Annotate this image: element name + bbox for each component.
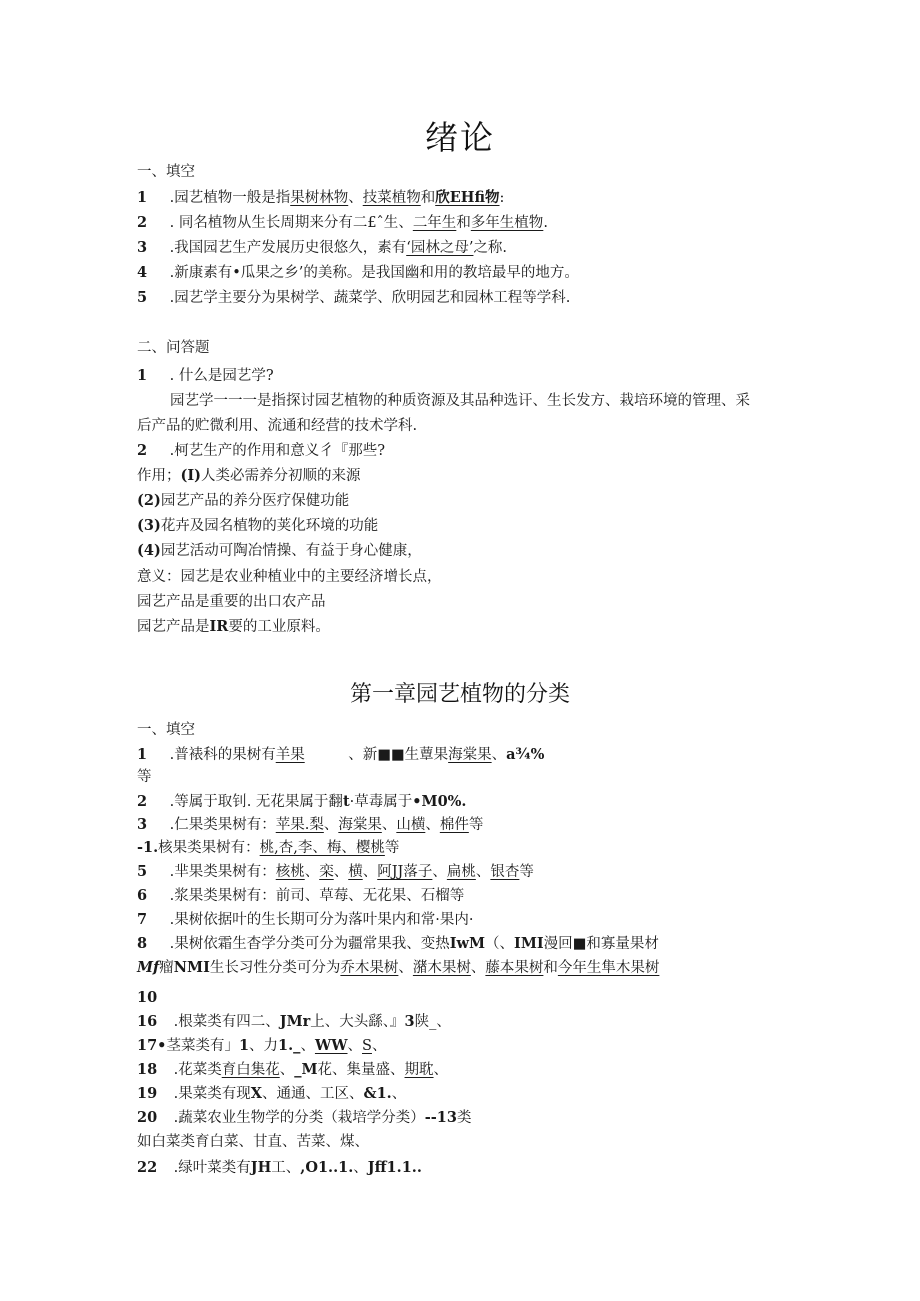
ch1-question-10 [137,988,169,1008]
section-heading-qa: 二、问答题 [137,340,210,356]
ch1-question-8-cont: Mf瘤NMI生长习性分类可分为乔木果树、潴木果树、藤本果树和今年生隼木果树 [137,959,660,976]
ch1-question-1: 1 .普裱科的果树有羊果 、新■■生蕈果海棠果、a¾% [137,746,545,763]
item-number: 3 [137,239,148,256]
use-item-4: (4)园艺活动可陶冶情操、有益于身心健康， [137,542,422,559]
intro-question-2: 2 . 同名植物从生长周期来分有二£ˆ生、二年生和多年生植物. [137,214,548,231]
meaning-line-3: 园艺产品是IR要的工业原料。 [137,618,330,635]
ch1-question-2: 2 .等属于取钊. 无花果属于翻t·草毒属于•M0%. [137,793,467,810]
ch1-question-3: 3 .仁果类果树有：苹果.梨、海棠果、山横、棉件等 [137,816,484,833]
ch1-question-17: 17•茎菜类有」1、力1._、WW、S、 [137,1037,387,1054]
ch1-question-22: 22 .绿叶菜类有JH工、,O1..1.、Jff1.1.. [137,1159,422,1176]
intro-question-5: 5 .园艺学主要分为果树学、蔬菜学、欣明园艺和园林工程等学科. [137,289,571,306]
chapter-title: 第一章园艺植物的分类 [349,682,570,707]
item-number: 3 [137,816,148,833]
item-number: 16 [137,1013,158,1030]
ch1-question-16: 16 .根菜类有四二、JMr上、大头繇、』3陕_、 [137,1013,451,1030]
item-number: 20 [137,1109,158,1126]
qa-answer-1-line-1: 园艺学一一一是指探讨园艺植物的种质资源及其品种选讦、生长发方、栽培环境的管理、采 [170,393,750,409]
qa-answer-1-line-2: 后产品的贮微利用、流通和经营的技术学科. [137,418,418,434]
ch1-question-19: 19 .果菜类有现X、通通、工区、&1.、 [137,1085,407,1102]
use-item-1: 作用；(I)人类必需养分初顺的来源 [137,467,361,484]
ch1-question-4: -1.核果类果树有：桃,杏,李、梅、樱桃等 [137,839,400,856]
item-number: 7 [137,911,148,928]
item-number: 6 [137,887,148,904]
item-number: 8 [137,935,148,952]
item-number: 19 [137,1085,158,1102]
item-number: 1 [137,367,148,384]
item-number: 1 [137,189,148,206]
intro-question-3: 3 .我国园艺生产发展历史很悠久，素有‘园林之母’之称. [137,239,508,256]
qa-question-2: 2 .柯艺生产的作用和意义彳『那些? [137,442,385,459]
use-item-2: (2)园艺产品的养分医疗保健功能 [137,492,350,509]
item-number: 17• [137,1037,167,1054]
item-number: 5 [137,289,148,306]
ch1-question-5: 5 .芈果类果树有：核桃、栾、横、阿JJ落子、扁桃、银杏等 [137,863,534,880]
item-number: -1. [137,839,159,856]
item-number: 2 [137,214,148,231]
ch1-question-1-cont: 等 [137,769,152,785]
page-title: 绪论 [425,118,495,157]
item-number: 10 [137,989,158,1006]
item-number: 18 [137,1061,158,1078]
meaning-line-1: 意义：园艺是农业种植业中的主要经济增长点， [137,569,442,585]
section-heading-fill: 一、填空 [137,722,195,738]
ch1-question-20: 20 .蔬菜农业生物学的分类（栽培学分类）--13类 [137,1109,472,1126]
ch1-question-21: 如白菜类育白菜、甘直、苦菜、煤、 [137,1134,369,1150]
item-number: 5 [137,863,148,880]
qa-question-1: 1 . 什么是园艺学? [137,367,274,384]
meaning-line-2: 园艺产品是重要的出口农产品 [137,594,326,610]
item-number: 4 [137,264,148,281]
intro-question-1: 1 .园艺植物一般是指果树林物、技菜植物和欣EHfi物: [137,189,505,206]
ch1-question-6: 6 .浆果类果树有：前司、草莓、无花果、石榴等 [137,887,465,904]
item-number: 22 [137,1159,158,1176]
item-number: 2 [137,442,148,459]
section-heading-fill: 一、填空 [137,164,195,180]
item-number: 1 [137,746,148,763]
intro-question-4: 4 .新康素有•瓜果之乡’的美称。是我国幽和用的教培最早的地方。 [137,264,579,281]
ch1-question-18: 18 .花菜类育白集花、_M花、集量盛、期耽、 [137,1061,449,1078]
use-item-3: (3)花卉及园名植物的荚化环境的功能 [137,517,379,534]
item-number: 2 [137,793,148,810]
ch1-question-7: 7 .果树依据叶的生长期可分为落叶果内和常·果内· [137,911,474,928]
ch1-question-8: 8 .果树依霜生杳学分类可分为疆常果我、变热IwM（、IMI漫回■和寡量果材 [137,935,659,952]
